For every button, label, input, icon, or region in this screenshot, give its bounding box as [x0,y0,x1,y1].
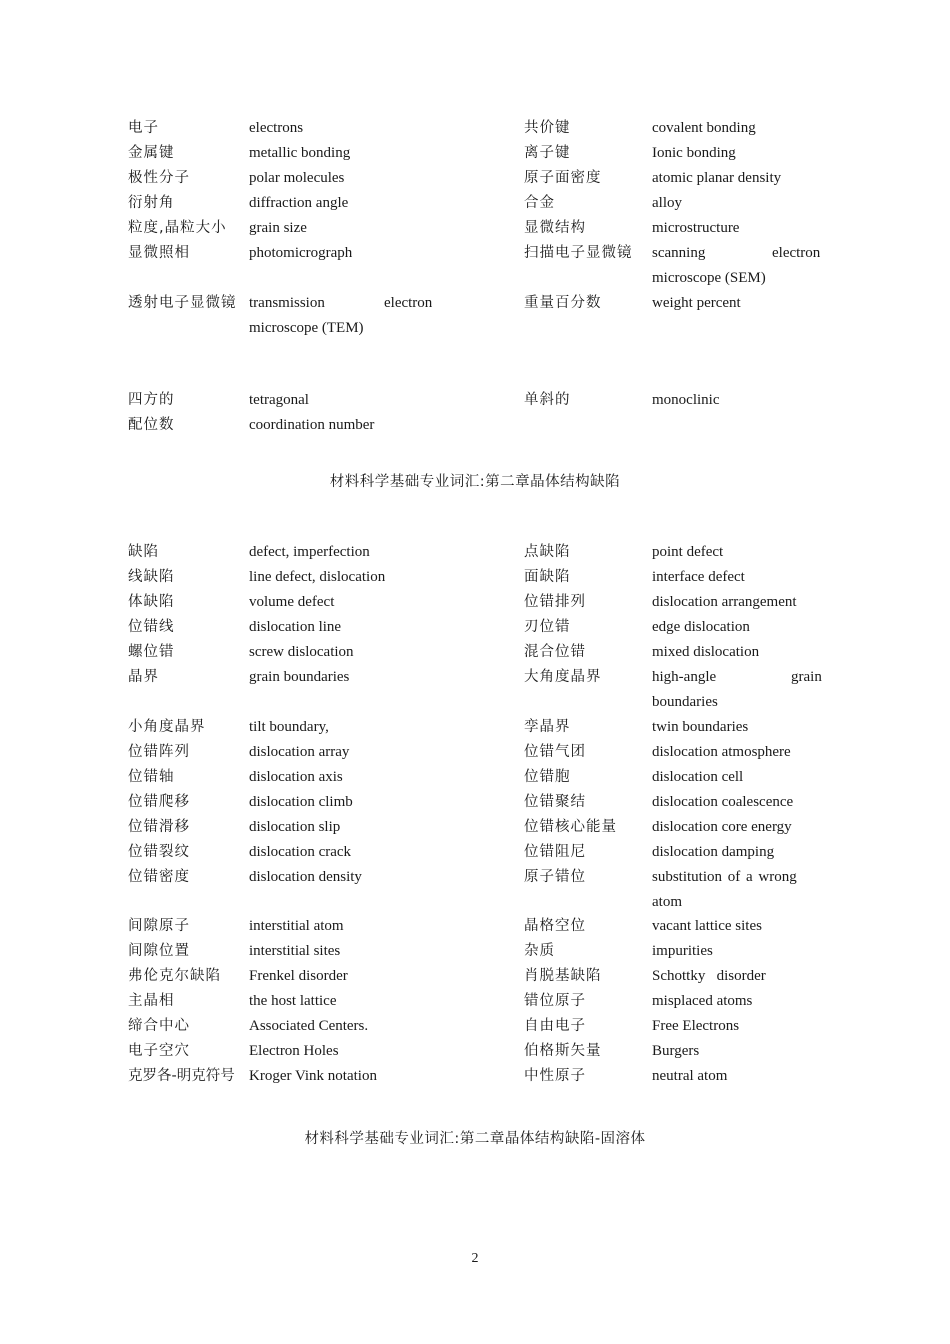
term-en-part1: scanning [652,245,706,261]
term-en: defect, imperfection [249,544,370,560]
section-heading: 材料科学基础专业词汇:第二章晶体结构缺陷 [329,474,621,490]
term-zh: 主晶相 [128,993,175,1009]
term-zh: 大角度晶界 [524,669,602,685]
term-zh: 面缺陷 [524,569,571,585]
term-en: tetragonal [249,392,309,408]
term-en: volume defect [249,594,335,610]
table-row [0,790,950,815]
term-en: twin boundaries [652,719,749,735]
term-zh: 四方的 [128,392,175,408]
table-row [0,241,950,266]
table-row-continuation [0,890,950,915]
table-row [0,540,950,565]
term-zh: 克罗各-明克符号 [128,1068,235,1084]
term-en: grain boundaries [249,669,350,685]
term-en-part1: high-angle [652,669,717,685]
term-en: monoclinic [652,392,720,408]
term-zh: 位错胞 [524,769,571,785]
term-en-part3: boundaries [652,694,718,710]
term-en: line defect, dislocation [249,569,386,585]
table-row [0,740,950,765]
table-row [0,665,950,690]
term-en-part1: transmission [249,295,325,311]
term-zh: 单斜的 [524,392,571,408]
term-en-part2: grain [791,669,822,685]
table-row-continuation [0,266,950,291]
page-number: 2 [471,1251,479,1266]
term-en: metallic bonding [249,145,351,161]
table-row [0,216,950,241]
term-en: point defect [652,544,724,560]
term-en: dislocation coalescence [652,794,794,810]
table-row [0,565,950,590]
term-zh: 晶界 [128,669,159,685]
term-zh: 弗伦克尔缺陷 [128,968,221,984]
term-zh: 极性分子 [128,170,190,186]
term-zh: 金属键 [128,145,175,161]
term-zh: 配位数 [128,417,175,433]
term-zh: 体缺陷 [128,594,175,610]
term-en: tilt boundary, [249,719,329,735]
table-row [0,1039,950,1064]
term-en: alloy [652,195,682,211]
term-en: photomicrograph [249,245,353,261]
term-zh: 粒度,晶粒大小 [128,220,227,236]
term-zh: 衍射角 [128,195,175,211]
term-en: polar molecules [249,170,345,186]
table-row [0,765,950,790]
term-en: microstructure [652,220,740,236]
term-en: covalent bonding [652,120,756,136]
term-en: interface defect [652,569,745,585]
term-zh: 肖脱基缺陷 [524,968,602,984]
term-en: neutral atom [652,1068,728,1084]
term-zh: 位错聚结 [524,794,586,810]
term-zh: 位错裂纹 [128,844,190,860]
term-en: edge dislocation [652,619,750,635]
term-en: screw dislocation [249,644,354,660]
term-en-part2: electron [772,245,821,261]
term-en: Frenkel disorder [249,968,348,984]
term-zh: 位错阻尼 [524,844,586,860]
term-en: Associated Centers. [249,1018,369,1034]
term-en: Kroger Vink notation [249,1068,377,1084]
term-en: dislocation array [249,744,350,760]
term-en: dislocation line [249,619,342,635]
term-zh: 重量百分数 [524,295,602,311]
table-row [0,291,950,316]
term-zh: 原子错位 [524,869,586,885]
table-row [0,116,950,141]
term-zh: 混合位错 [524,644,586,660]
term-zh: 位错排列 [524,594,586,610]
section-heading: 材料科学基础专业词汇:第二章晶体结构缺陷-固溶体 [304,1131,646,1147]
term-en: dislocation crack [249,844,352,860]
term-zh: 小角度晶界 [128,719,206,735]
term-en: coordination number [249,417,375,433]
term-en: Free Electrons [652,1018,740,1034]
term-en: dislocation density [249,869,362,885]
table-row [0,1064,950,1089]
term-zh: 位错密度 [128,869,190,885]
term-en: dislocation axis [249,769,343,785]
table-row [0,141,950,166]
term-zh: 合金 [524,195,555,211]
term-en: mixed dislocation [652,644,760,660]
term-en: Electron Holes [249,1043,339,1059]
term-zh: 线缺陷 [128,569,175,585]
table-row [0,715,950,740]
term-zh: 离子键 [524,145,571,161]
term-zh: 位错气团 [524,744,586,760]
table-row [0,939,950,964]
table-row [0,413,950,438]
term-en: dislocation climb [249,794,353,810]
term-zh: 共价键 [524,120,571,136]
term-zh: 自由电子 [524,1018,586,1034]
term-en: vacant lattice sites [652,918,762,934]
term-zh: 点缺陷 [524,544,571,560]
term-en: Schottky disorder [652,968,766,984]
term-zh: 晶格空位 [524,918,586,934]
term-en: misplaced atoms [652,993,753,1009]
term-en: electrons [249,120,304,136]
table-row-continuation [0,316,950,341]
term-en-part2: atom [652,894,682,910]
term-en: atomic planar density [652,170,782,186]
term-en: the host lattice [249,993,337,1009]
term-en: dislocation arrangement [652,594,797,610]
term-en-part2: electron [384,295,433,311]
term-en: dislocation atmosphere [652,744,791,760]
term-zh: 孪晶界 [524,719,571,735]
term-en: impurities [652,943,713,959]
table-row [0,964,950,989]
term-zh: 错位原子 [524,993,586,1009]
table-row-continuation [0,690,950,715]
term-en-part3: microscope (SEM) [652,270,766,286]
term-zh: 中性原子 [524,1068,586,1084]
term-zh: 原子面密度 [524,170,602,186]
table-row [0,388,950,413]
term-en: interstitial atom [249,918,344,934]
table-row [0,1014,950,1039]
term-en: dislocation core energy [652,819,792,835]
term-en-part3: microscope (TEM) [249,320,364,336]
table-row [0,640,950,665]
term-en: Burgers [652,1043,700,1059]
term-zh: 位错轴 [128,769,175,785]
term-zh: 位错线 [128,619,175,635]
table-row [0,865,950,890]
term-zh: 电子 [128,120,159,136]
term-zh: 伯格斯矢量 [524,1043,602,1059]
term-zh: 间隙原子 [128,918,190,934]
term-en: Ionic bonding [652,145,736,161]
table-row [0,989,950,1014]
term-en: dislocation cell [652,769,744,785]
term-zh: 位错爬移 [128,794,190,810]
table-row [0,191,950,216]
term-zh: 位错滑移 [128,819,190,835]
term-zh: 间隙位置 [128,943,190,959]
term-zh: 缔合中心 [128,1018,190,1034]
term-zh: 刃位错 [524,619,571,635]
term-en: grain size [249,220,307,236]
table-row [0,615,950,640]
term-zh: 位错核心能量 [524,819,617,835]
term-en: weight percent [652,295,741,311]
term-zh: 螺位错 [128,644,175,660]
table-row [0,166,950,191]
term-zh: 电子空穴 [128,1043,190,1059]
term-zh: 杂质 [524,943,555,959]
term-zh: 显微照相 [128,245,190,261]
table-row [0,840,950,865]
term-zh: 显微结构 [524,220,586,236]
term-zh: 位错阵列 [128,744,190,760]
term-en: diffraction angle [249,195,349,211]
term-zh: 缺陷 [128,544,159,560]
term-en: interstitial sites [249,943,341,959]
term-zh: 扫描电子显微镜 [524,245,633,261]
term-en: dislocation slip [249,819,341,835]
table-row [0,914,950,939]
term-en-part1: substitution of a wrong [652,869,797,885]
table-row [0,590,950,615]
table-row [0,815,950,840]
term-en: dislocation damping [652,844,775,860]
term-zh: 透射电子显微镜 [128,295,237,311]
